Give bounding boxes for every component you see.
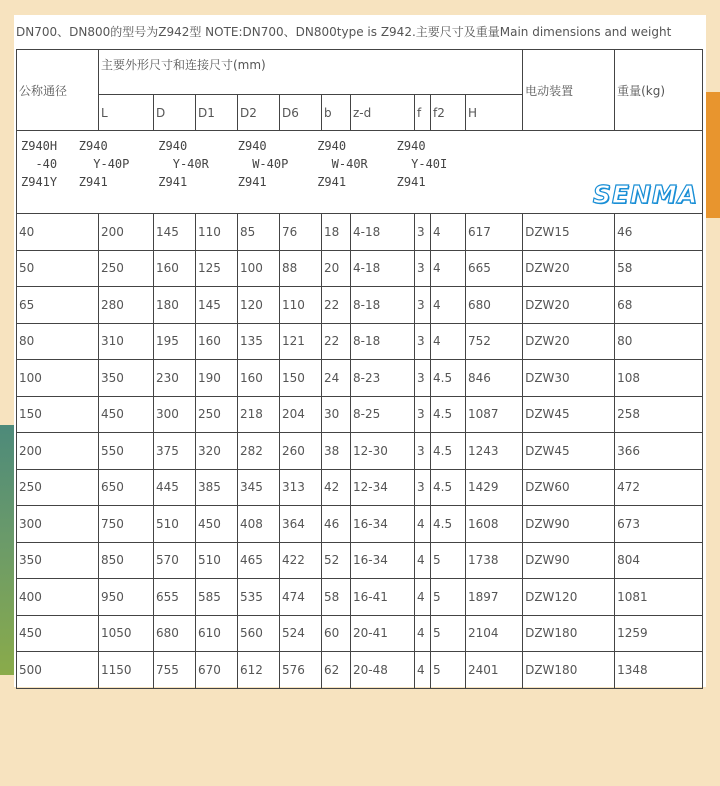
cell-d: 570 bbox=[154, 542, 196, 579]
header-d: D bbox=[154, 95, 196, 131]
cell-f: 4 bbox=[415, 506, 431, 543]
cell-l: 350 bbox=[99, 360, 154, 397]
header-weight: 重量(kg) bbox=[615, 50, 703, 131]
cell-weight: 804 bbox=[615, 542, 703, 579]
decorative-orange-strip bbox=[706, 92, 720, 218]
cell-d6: 474 bbox=[280, 579, 322, 616]
cell-motor: DZW90 bbox=[523, 542, 615, 579]
cell-d1: 190 bbox=[196, 360, 238, 397]
table-row bbox=[17, 360, 703, 397]
cell-d2: 85 bbox=[238, 214, 280, 251]
cell-weight: 673 bbox=[615, 506, 703, 543]
cell-d1: 510 bbox=[196, 542, 238, 579]
cell-d: 510 bbox=[154, 506, 196, 543]
header-motor: 电动装置 bbox=[523, 50, 615, 131]
cell-l: 550 bbox=[99, 433, 154, 470]
cell-l: 950 bbox=[99, 579, 154, 616]
cell-d6: 76 bbox=[280, 214, 322, 251]
header-b: b bbox=[322, 95, 351, 131]
cell-nominal-size: 50 bbox=[17, 250, 99, 287]
cell-h: 665 bbox=[466, 250, 523, 287]
table-row bbox=[17, 652, 703, 689]
cell-d1: 585 bbox=[196, 579, 238, 616]
cell-h: 1429 bbox=[466, 469, 523, 506]
table-caption: DN700、DN800的型号为Z942型 NOTE:DN700、DN800type is Z942.主要尺寸及重量Main dimensions and weight bbox=[16, 25, 672, 39]
cell-h: 1738 bbox=[466, 542, 523, 579]
cell-d6: 576 bbox=[280, 652, 322, 689]
cell-motor: DZW45 bbox=[523, 396, 615, 433]
cell-d6: 150 bbox=[280, 360, 322, 397]
cell-d: 375 bbox=[154, 433, 196, 470]
cell-d2: 218 bbox=[238, 396, 280, 433]
cell-f2: 5 bbox=[431, 579, 466, 616]
cell-weight: 68 bbox=[615, 287, 703, 324]
cell-f: 4 bbox=[415, 542, 431, 579]
cell-d: 300 bbox=[154, 396, 196, 433]
cell-f2: 5 bbox=[431, 652, 466, 689]
cell-d2: 160 bbox=[238, 360, 280, 397]
cell-d1: 145 bbox=[196, 287, 238, 324]
cell-d1: 670 bbox=[196, 652, 238, 689]
cell-motor: DZW90 bbox=[523, 506, 615, 543]
cell-nominal-size: 250 bbox=[17, 469, 99, 506]
cell-b: 46 bbox=[322, 506, 351, 543]
cell-h: 2104 bbox=[466, 615, 523, 652]
cell-motor: DZW45 bbox=[523, 433, 615, 470]
cell-d1: 610 bbox=[196, 615, 238, 652]
cell-z-d: 8-18 bbox=[351, 323, 415, 360]
cell-b: 58 bbox=[322, 579, 351, 616]
cell-f: 4 bbox=[415, 615, 431, 652]
spec-panel bbox=[14, 15, 706, 687]
cell-h: 846 bbox=[466, 360, 523, 397]
cell-d: 195 bbox=[154, 323, 196, 360]
cell-weight: 258 bbox=[615, 396, 703, 433]
cell-z-d: 8-23 bbox=[351, 360, 415, 397]
model-line-1: Z940H Z940 Z940 Z940 Z940 Z940 bbox=[21, 139, 426, 153]
cell-f: 3 bbox=[415, 323, 431, 360]
header-l: L bbox=[99, 95, 154, 131]
cell-d2: 535 bbox=[238, 579, 280, 616]
cell-d2: 120 bbox=[238, 287, 280, 324]
cell-d6: 121 bbox=[280, 323, 322, 360]
cell-d6: 364 bbox=[280, 506, 322, 543]
cell-nominal-size: 200 bbox=[17, 433, 99, 470]
cell-d1: 250 bbox=[196, 396, 238, 433]
cell-d: 655 bbox=[154, 579, 196, 616]
cell-z-d: 12-34 bbox=[351, 469, 415, 506]
cell-f: 3 bbox=[415, 214, 431, 251]
model-line-2: -40 Y-40P Y-40R W-40P W-40R Y-40I bbox=[21, 157, 448, 171]
cell-d1: 160 bbox=[196, 323, 238, 360]
cell-motor: DZW180 bbox=[523, 652, 615, 689]
cell-d1: 110 bbox=[196, 214, 238, 251]
cell-h: 617 bbox=[466, 214, 523, 251]
table-row bbox=[17, 396, 703, 433]
cell-z-d: 8-18 bbox=[351, 287, 415, 324]
cell-f2: 4.5 bbox=[431, 360, 466, 397]
cell-h: 680 bbox=[466, 287, 523, 324]
cell-d: 230 bbox=[154, 360, 196, 397]
cell-f: 3 bbox=[415, 250, 431, 287]
cell-z-d: 20-41 bbox=[351, 615, 415, 652]
cell-f: 3 bbox=[415, 396, 431, 433]
cell-motor: DZW120 bbox=[523, 579, 615, 616]
cell-motor: DZW15 bbox=[523, 214, 615, 251]
cell-d: 680 bbox=[154, 615, 196, 652]
cell-nominal-size: 150 bbox=[17, 396, 99, 433]
cell-weight: 80 bbox=[615, 323, 703, 360]
cell-z-d: 16-41 bbox=[351, 579, 415, 616]
cell-f2: 4.5 bbox=[431, 506, 466, 543]
cell-z-d: 16-34 bbox=[351, 542, 415, 579]
cell-f: 4 bbox=[415, 579, 431, 616]
cell-b: 30 bbox=[322, 396, 351, 433]
cell-z-d: 4-18 bbox=[351, 250, 415, 287]
cell-f: 3 bbox=[415, 287, 431, 324]
table-row bbox=[17, 214, 703, 251]
cell-f2: 4.5 bbox=[431, 433, 466, 470]
header-z-d: z-d bbox=[351, 95, 415, 131]
cell-motor: DZW20 bbox=[523, 250, 615, 287]
cell-z-d: 8-25 bbox=[351, 396, 415, 433]
senma-logo: SENMA bbox=[592, 180, 699, 209]
header-d1: D1 bbox=[196, 95, 238, 131]
cell-weight: 472 bbox=[615, 469, 703, 506]
cell-h: 752 bbox=[466, 323, 523, 360]
cell-h: 2401 bbox=[466, 652, 523, 689]
cell-nominal-size: 400 bbox=[17, 579, 99, 616]
cell-motor: DZW20 bbox=[523, 287, 615, 324]
table-row bbox=[17, 287, 703, 324]
table-row bbox=[17, 433, 703, 470]
cell-b: 22 bbox=[322, 323, 351, 360]
cell-d2: 560 bbox=[238, 615, 280, 652]
table-row bbox=[17, 542, 703, 579]
cell-l: 750 bbox=[99, 506, 154, 543]
cell-motor: DZW20 bbox=[523, 323, 615, 360]
cell-d6: 422 bbox=[280, 542, 322, 579]
cell-d: 755 bbox=[154, 652, 196, 689]
cell-b: 18 bbox=[322, 214, 351, 251]
model-numbers-cell bbox=[17, 131, 703, 214]
cell-h: 1087 bbox=[466, 396, 523, 433]
table-row bbox=[17, 615, 703, 652]
cell-b: 62 bbox=[322, 652, 351, 689]
cell-f2: 4 bbox=[431, 214, 466, 251]
cell-d6: 88 bbox=[280, 250, 322, 287]
cell-nominal-size: 300 bbox=[17, 506, 99, 543]
cell-nominal-size: 500 bbox=[17, 652, 99, 689]
cell-f2: 4 bbox=[431, 250, 466, 287]
cell-weight: 1081 bbox=[615, 579, 703, 616]
cell-motor: DZW180 bbox=[523, 615, 615, 652]
cell-z-d: 12-30 bbox=[351, 433, 415, 470]
cell-b: 38 bbox=[322, 433, 351, 470]
cell-d2: 282 bbox=[238, 433, 280, 470]
cell-weight: 1259 bbox=[615, 615, 703, 652]
cell-z-d: 20-48 bbox=[351, 652, 415, 689]
cell-l: 850 bbox=[99, 542, 154, 579]
cell-d: 445 bbox=[154, 469, 196, 506]
cell-d: 145 bbox=[154, 214, 196, 251]
cell-nominal-size: 450 bbox=[17, 615, 99, 652]
cell-l: 310 bbox=[99, 323, 154, 360]
cell-z-d: 4-18 bbox=[351, 214, 415, 251]
cell-d: 180 bbox=[154, 287, 196, 324]
cell-d1: 320 bbox=[196, 433, 238, 470]
header-d6: D6 bbox=[280, 95, 322, 131]
cell-f2: 4.5 bbox=[431, 396, 466, 433]
cell-d6: 524 bbox=[280, 615, 322, 652]
header-nominal-size: 公称通径 bbox=[17, 50, 99, 131]
cell-motor: DZW30 bbox=[523, 360, 615, 397]
model-line-3: Z941Y Z941 Z941 Z941 Z941 Z941 bbox=[21, 175, 426, 189]
cell-b: 42 bbox=[322, 469, 351, 506]
cell-b: 22 bbox=[322, 287, 351, 324]
cell-d1: 125 bbox=[196, 250, 238, 287]
table-row bbox=[17, 250, 703, 287]
cell-nominal-size: 80 bbox=[17, 323, 99, 360]
cell-l: 200 bbox=[99, 214, 154, 251]
cell-b: 24 bbox=[322, 360, 351, 397]
cell-f: 3 bbox=[415, 433, 431, 470]
cell-d6: 110 bbox=[280, 287, 322, 324]
cell-nominal-size: 350 bbox=[17, 542, 99, 579]
cell-d2: 612 bbox=[238, 652, 280, 689]
cell-l: 650 bbox=[99, 469, 154, 506]
cell-f2: 5 bbox=[431, 615, 466, 652]
cell-d6: 313 bbox=[280, 469, 322, 506]
cell-l: 1150 bbox=[99, 652, 154, 689]
cell-h: 1897 bbox=[466, 579, 523, 616]
cell-b: 52 bbox=[322, 542, 351, 579]
cell-nominal-size: 40 bbox=[17, 214, 99, 251]
header-dimensions-group: 主要外形尺寸和连接尺寸(mm) bbox=[99, 50, 523, 95]
header-f: f bbox=[415, 95, 431, 131]
cell-d1: 450 bbox=[196, 506, 238, 543]
cell-nominal-size: 100 bbox=[17, 360, 99, 397]
cell-f2: 4.5 bbox=[431, 469, 466, 506]
cell-b: 60 bbox=[322, 615, 351, 652]
dimensions-table bbox=[16, 49, 703, 689]
cell-f2: 4 bbox=[431, 287, 466, 324]
cell-d: 160 bbox=[154, 250, 196, 287]
cell-d2: 135 bbox=[238, 323, 280, 360]
cell-f: 4 bbox=[415, 652, 431, 689]
table-row bbox=[17, 506, 703, 543]
cell-weight: 58 bbox=[615, 250, 703, 287]
cell-f2: 5 bbox=[431, 542, 466, 579]
cell-d1: 385 bbox=[196, 469, 238, 506]
cell-h: 1608 bbox=[466, 506, 523, 543]
cell-weight: 46 bbox=[615, 214, 703, 251]
cell-l: 450 bbox=[99, 396, 154, 433]
cell-f: 3 bbox=[415, 469, 431, 506]
cell-l: 250 bbox=[99, 250, 154, 287]
header-h: H bbox=[466, 95, 523, 131]
table-row bbox=[17, 469, 703, 506]
cell-d2: 100 bbox=[238, 250, 280, 287]
cell-d2: 345 bbox=[238, 469, 280, 506]
cell-weight: 108 bbox=[615, 360, 703, 397]
cell-f: 3 bbox=[415, 360, 431, 397]
cell-d2: 408 bbox=[238, 506, 280, 543]
table-row bbox=[17, 579, 703, 616]
cell-d2: 465 bbox=[238, 542, 280, 579]
cell-d6: 260 bbox=[280, 433, 322, 470]
cell-weight: 366 bbox=[615, 433, 703, 470]
cell-nominal-size: 65 bbox=[17, 287, 99, 324]
cell-motor: DZW60 bbox=[523, 469, 615, 506]
header-d2: D2 bbox=[238, 95, 280, 131]
cell-z-d: 16-34 bbox=[351, 506, 415, 543]
cell-weight: 1348 bbox=[615, 652, 703, 689]
cell-f2: 4 bbox=[431, 323, 466, 360]
cell-l: 1050 bbox=[99, 615, 154, 652]
table-row bbox=[17, 323, 703, 360]
cell-d6: 204 bbox=[280, 396, 322, 433]
cell-l: 280 bbox=[99, 287, 154, 324]
cell-h: 1243 bbox=[466, 433, 523, 470]
cell-b: 20 bbox=[322, 250, 351, 287]
header-f2: f2 bbox=[431, 95, 466, 131]
